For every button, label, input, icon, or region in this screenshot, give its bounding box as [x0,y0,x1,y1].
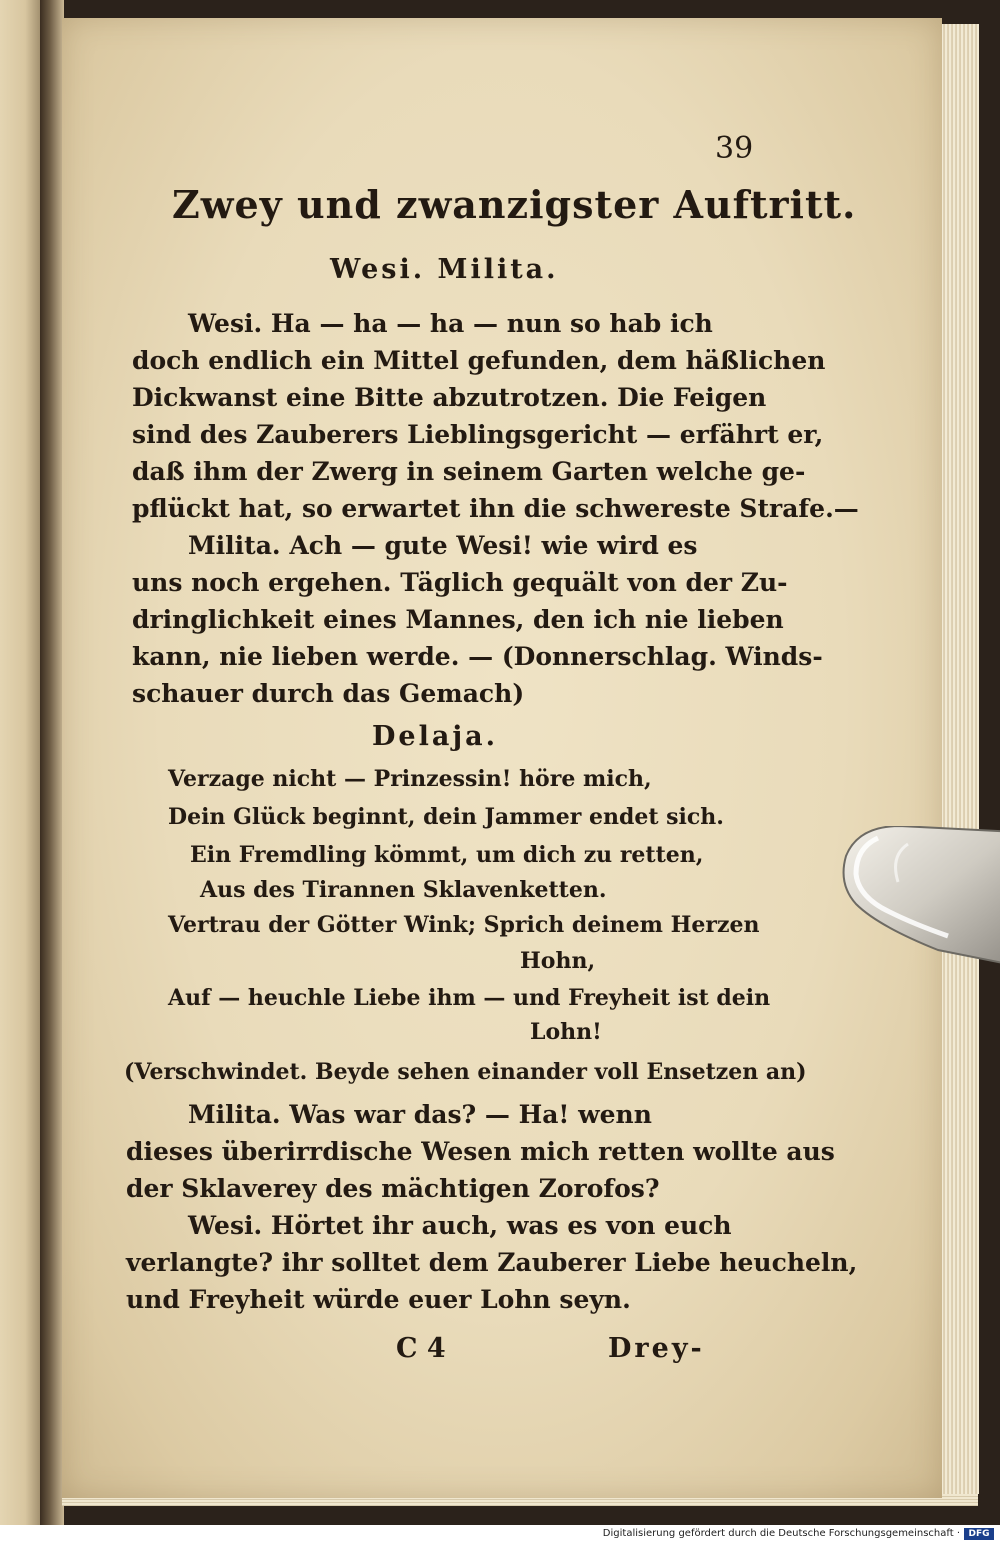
plastic-clip [838,826,1000,966]
para1-line: daß ihm der Zwerg in seinem Garten welche ge- [132,457,806,486]
song-line: Hohn, [520,948,596,974]
song-line: Aus des Tirannen Sklavenketten. [200,877,607,903]
para4-line: verlangte? ihr solltet dem Zauberer Liebe heucheln, [126,1248,858,1277]
para1-line: Dickwanst eine Bitte abzutrotzen. Die Feigen [132,383,767,412]
song-line: Lohn! [530,1019,602,1045]
para4-line: und Freyheit würde euer Lohn seyn. [126,1285,631,1314]
para3-line: Milita. Was war das? — Ha! wenn [188,1100,652,1129]
para2-line: dringlichkeit eines Mannes, den ich nie lieben [132,605,784,634]
para2-line: kann, nie lieben werde. — (Donnerschlag. Winds- [132,642,823,671]
para3-line: dieses überirrdische Wesen mich retten wollte aus [126,1137,835,1166]
song-line: Vertrau der Götter Wink; Sprich deinem Herzen [168,912,760,938]
para2-line: schauer durch das Gemach) [132,679,525,708]
song-line: Verzage nicht — Prinzessin! höre mich, [168,766,652,792]
para1-line: Wesi. Ha — ha — ha — nun so hab ich [188,309,713,338]
para1-line: pflückt hat, so erwartet ihn die schwereste Strafe.— [132,494,859,523]
para1-line: doch endlich ein Mittel gefunden, dem häßlichen [132,346,826,375]
para2-line: Milita. Ach — gute Wesi! wie wird es [188,531,698,560]
para4-line: Wesi. Hörtet ihr auch, was es von euch [188,1211,732,1240]
song-line: Auf — heuchle Liebe ihm — und Freyheit ist dein [168,985,771,1011]
para1-line: sind des Zauberers Lieblingsgericht — erfährt er, [132,420,824,449]
stage-direction: (Verschwindet. Beyde sehen einander voll Ensetzen an) [124,1059,807,1085]
catchword: Drey- [608,1333,705,1364]
dfg-logo: DFG [964,1528,994,1540]
song-line: Ein Fremdling kömmt, um dich zu retten, [190,842,704,868]
signature-mark: C 4 [396,1333,446,1364]
singer-name: Delaja. [372,721,499,752]
para3-line: der Sklaverey des mächtigen Zorofos? [126,1174,660,1203]
scene-speakers: Wesi. Milita. [330,254,559,285]
page-number: 39 [715,131,754,166]
footer-credit: Digitalisierung gefördert durch die Deutsche Forschungsgemeinschaft · [602,1528,960,1539]
para2-line: uns noch ergehen. Täglich gequält von der Zu- [132,568,788,597]
song-line: Dein Glück beginnt, dein Jammer endet sich. [168,804,724,830]
scene-heading: Zwey und zwanzigster Auftritt. [172,182,857,227]
